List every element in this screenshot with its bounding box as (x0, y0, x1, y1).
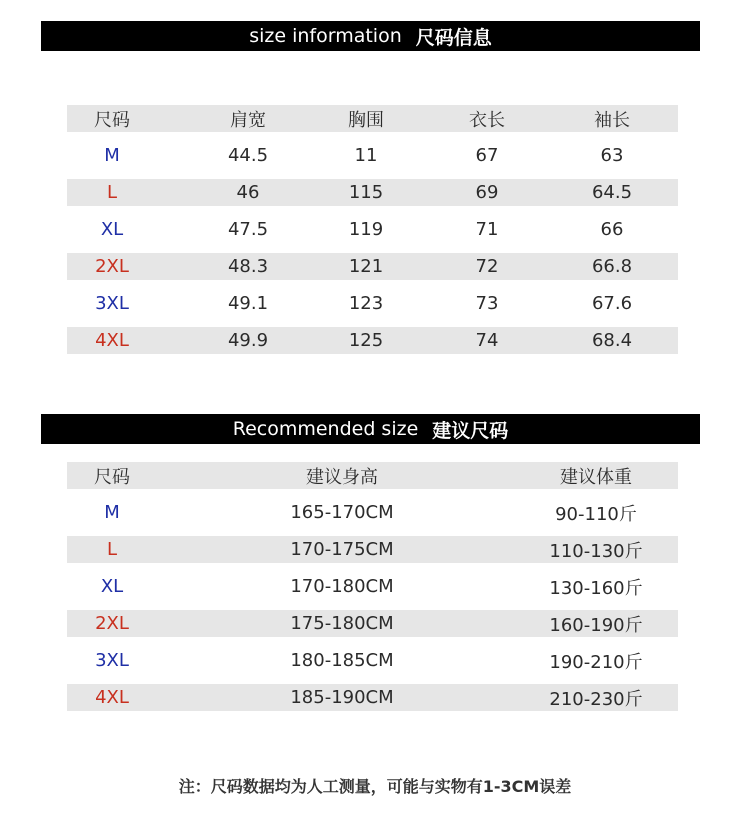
table-row (67, 142, 678, 169)
measurement-note: 注：尺码数据均为人工测量，可能与实物有1-3CM误差 (178, 777, 572, 796)
table-cell: 160-190斤 (549, 614, 643, 636)
table-cell: 11 (354, 145, 378, 166)
table-row (67, 610, 678, 637)
table-cell: 48.3 (227, 256, 269, 277)
size-label: M (104, 145, 120, 166)
banner-title-zh: 建议尺码 (432, 419, 509, 442)
table-cell: 46 (236, 182, 260, 203)
table-cell: 64.5 (591, 182, 633, 203)
table-cell: 73 (475, 293, 499, 314)
table-cell: 170-175CM (290, 539, 394, 560)
size-label: 4XL (95, 687, 129, 708)
table-cell: 67 (475, 145, 499, 166)
table-row (67, 573, 678, 600)
table-cell: 49.9 (227, 330, 269, 351)
table-row (67, 216, 678, 243)
table-cell: 74 (475, 330, 499, 351)
table-cell: 63 (600, 145, 624, 166)
table-cell: 180-185CM (290, 650, 394, 671)
header-size: 尺码 (94, 109, 130, 131)
table-cell: 170-180CM (290, 576, 394, 597)
table-cell: 123 (348, 293, 384, 314)
header-weight: 建议体重 (560, 466, 632, 488)
table-cell: 175-180CM (290, 613, 394, 634)
size-label: 2XL (95, 256, 129, 277)
table-cell: 72 (475, 256, 499, 277)
table-cell: 67.6 (591, 293, 633, 314)
header-shoulder: 肩宽 (230, 109, 266, 131)
header-sleeve: 袖长 (594, 109, 630, 131)
table-cell: 115 (348, 182, 384, 203)
table-cell: 185-190CM (290, 687, 394, 708)
recommended-size-banner (41, 414, 700, 444)
table-cell: 47.5 (227, 219, 269, 240)
banner-title-en: Recommended size (232, 418, 419, 440)
table-cell: 210-230斤 (549, 688, 643, 710)
table-cell: 66 (600, 219, 624, 240)
table-cell: 190-210斤 (549, 651, 643, 673)
header-height: 建议身高 (306, 466, 378, 488)
table-header-row (67, 105, 678, 132)
table-cell: 66.8 (591, 256, 633, 277)
table-row (67, 499, 678, 526)
size-label: 3XL (95, 650, 129, 671)
size-information-banner (41, 21, 700, 51)
table-cell: 119 (348, 219, 384, 240)
size-label: XL (100, 219, 124, 240)
table-cell: 110-130斤 (549, 540, 643, 562)
table-cell: 69 (475, 182, 499, 203)
banner-title-zh: 尺码信息 (415, 26, 492, 49)
size-information-table (67, 105, 678, 364)
table-row (67, 536, 678, 563)
size-label: M (104, 502, 120, 523)
header-size: 尺码 (94, 466, 130, 488)
table-cell: 68.4 (591, 330, 633, 351)
header-length: 衣长 (469, 109, 505, 131)
table-row (67, 684, 678, 711)
recommended-size-table (67, 462, 678, 721)
size-label: 2XL (95, 613, 129, 634)
size-label: L (106, 539, 118, 560)
size-label: 4XL (95, 330, 129, 351)
size-label: XL (100, 576, 124, 597)
table-cell: 49.1 (227, 293, 269, 314)
table-row (67, 327, 678, 354)
table-row (67, 290, 678, 317)
table-row (67, 253, 678, 280)
table-cell: 121 (348, 256, 384, 277)
table-row (67, 647, 678, 674)
table-cell: 125 (348, 330, 384, 351)
table-cell: 90-110斤 (555, 503, 637, 525)
table-cell: 165-170CM (290, 502, 394, 523)
header-chest: 胸围 (348, 109, 384, 131)
banner-title-en: size information (249, 25, 402, 47)
size-label: 3XL (95, 293, 129, 314)
table-header-row (67, 462, 678, 489)
table-cell: 130-160斤 (549, 577, 643, 599)
table-cell: 44.5 (227, 145, 269, 166)
table-row (67, 179, 678, 206)
table-cell: 71 (475, 219, 499, 240)
size-label: L (106, 182, 118, 203)
